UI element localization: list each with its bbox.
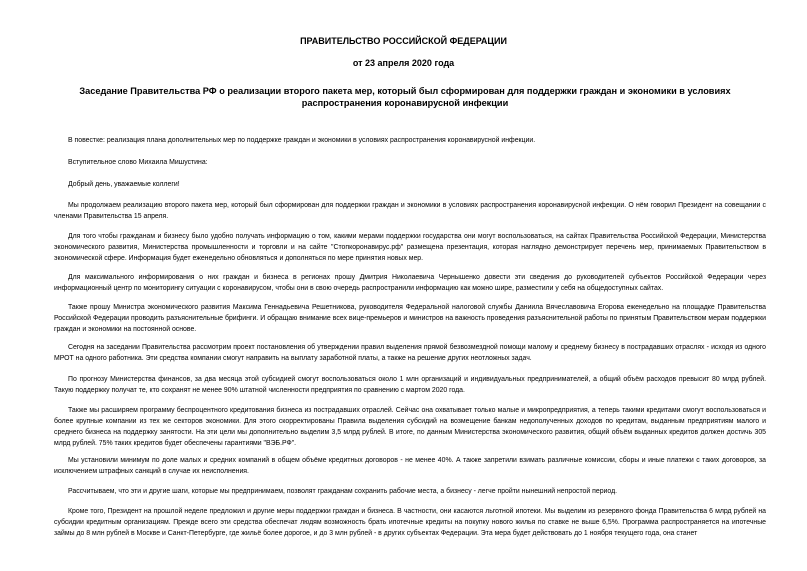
paragraph-credit-program: Также мы расширяем программу беспроцентного кредитования бизнеса из пострадавших отраслей. Сейчас она охватывает только малые и микропредприятия, а теперь такими кредитами смогут воспользоваться и более крупные компании из тех же секторов экономики. Для этого скорректированы Правила выделения субсидий на возмещение банкам недополученных доходов по кредитам, выданным предприятиям малого и среднего бизнеса на поддержку занятости. На эти цели мы дополнительно выделим 3,5 млрд рублей. В итоге, по данным Министерства экономического развития, общий объём выданных кредитов должен достичь 305 млрд рублей. 75% таких кредитов будет обеспечены гарантиями "ВЭБ.РФ". [54, 407, 766, 447]
paragraph-second-package: Мы продолжаем реализацию второго пакета мер, который был сформирован для поддержки граждан и экономики в условиях распространения коронавирусной инфекции. О нём говорил Президент на совещании с членами Правительства 15 апреля. [54, 202, 766, 220]
document-title: ПРАВИТЕЛЬСТВО РОССИЙСКОЙ ФЕДЕРАЦИИ [300, 36, 507, 46]
document-date: от 23 апреля 2020 года [352, 58, 455, 68]
paragraph-information: Для того чтобы гражданам и бизнесу было удобно получать информацию о том, какими мерами поддержки государства они могут воспользоваться, на сайтах Правительства Российской Федерации, Министерства экономического развития, Министерства промышленности и торговли и на сайте "Стопкоронавирус.рф" размещена презентация, которая наглядно демонстрирует перечень мер, принимаемых Правительством в экономической сфере. Информация будет еженедельно обновляться и дополняться по мере принятия новых мер. [54, 233, 766, 262]
paragraph-mortgage: Кроме того, Президент на прошлой неделе предложил и другие меры поддержки граждан и бизнеса. В частности, они касаются льготной ипотеки. Мы выделим из резервного фонда Правительства 6 млрд рублей на субсидии кредитным организациям. Прежде всего эти средства обеспечат людям возможность брать ипотечные кредиты на покупку нового жилья по ставке не выше 6,5%. Программа распространяется на ипотечные займы до 8 млн рублей в Москве и Санкт-Петербурге, где жильё более дорогое, и до 3 млн рублей - в других субъектах Федерации. Эта мера будет действовать до 1 ноября текущего года, она станет [54, 508, 766, 537]
paragraph-regions: Для максимального информирования о них граждан и бизнеса в регионах прошу Дмитрия Николаевича Чернышенко довести эти сведения до руководителей субъектов Российской Федерации через информационный центр по мониторингу ситуации с коронавирусом, чтобы они в свою очередь распространили информацию как можно шире, разместили у себя на общедоступных сайтах. [54, 274, 766, 292]
paragraph-expectations: Рассчитываем, что эти и другие шаги, которые мы предпринимаем, позволят гражданам сохранить рабочие места, а бизнесу - легче пройти нынешний непростой период. [68, 488, 618, 495]
paragraph-agenda: В повестке: реализация плана дополнительных мер по поддержке граждан и экономики в условиях распространения коронавирусной инфекции. [68, 137, 536, 144]
paragraph-briefings: Также прошу Министра экономического развития Максима Геннадьевича Решетникова, руководителя Федеральной налоговой службы Даниила Вячеславовича Егорова еженедельно на площадке Правительства Российской Федерации проводить разъяснительные брифинги. И обращаю внимание всех вице-премьеров и министров на важность проведения разъяснительной работы по принятым Правительством мерам поддержки граждан и экономики на постоянной основе. [54, 304, 766, 333]
paragraph-intro-speaker: Вступительное слово Михаила Мишустина: [68, 159, 208, 166]
paragraph-minimum-share: Мы установили минимум по доле малых и средних компаний в общем объёме кредитных договоров - не менее 40%. А также запретили взимать различные комиссии, сборы и иные платежи с таких договоров, за исключением штрафных санкций в случае их неисполнения. [54, 457, 766, 475]
document-subtitle: Заседание Правительства РФ о реализации второго пакета мер, который был сформирован для поддержки граждан и экономики в условиях распространения коронавирусной инфекции [79, 86, 731, 108]
paragraph-direct-aid: Сегодня на заседании Правительства рассмотрим проект постановления об утверждении правил выделения прямой безвозмездной помощи малому и среднему бизнесу в пострадавших отраслях - исходя из одного МРОТ на одного работника. Эти средства компании смогут направить на выплату заработной платы, а также на решение других неотложных задач. [54, 344, 766, 362]
paragraph-greeting: Добрый день, уважаемые коллеги! [68, 181, 180, 188]
paragraph-forecast: По прогнозу Министерства финансов, за два месяца этой субсидией смогут воспользоваться около 1 млн организаций и индивидуальных предпринимателей, а общий объём расходов превысит 80 млрд рублей. Такую поддержку получат те, кто сохранят не менее 90% штатной численности предприятия по сравнению с мартом 2020 года. [54, 376, 766, 394]
